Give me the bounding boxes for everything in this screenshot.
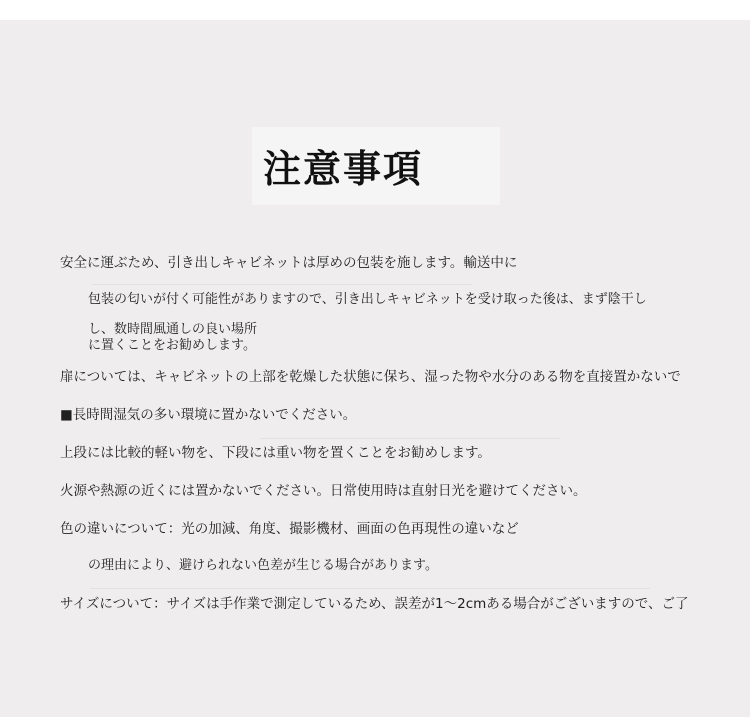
notice-line: 包装の匂いが付く可能性がありますので、引き出しキャビネットを受け取った後は、まず陰干し (88, 292, 647, 307)
notice-line: 色の違いについて：光の加減、角度、撮影機材、画面の色再現性の違いなど (60, 521, 519, 537)
notice-line: サイズについて：サイズは手作業で測定しているため、誤差が1〜2cmある場合がございますので、ご了 (60, 596, 689, 612)
notice-line: 安全に運ぶため、引き出しキャビネットは厚めの包装を施します。輸送中に (60, 255, 518, 271)
page-title: 注意事項 (263, 147, 424, 191)
faint-background-stroke (90, 588, 650, 589)
notice-line: 扉については、キャビネットの上部を乾燥した状態に保ち、湿った物や水分のある物を直接置かないで (60, 369, 681, 385)
notice-line: に置くことをお勧めします。 (88, 338, 256, 353)
faint-background-stroke (260, 438, 560, 439)
notice-line: ■長時間湿気の多い環境に置かないでください。 (60, 407, 357, 423)
notice-line: 上段には比較的軽い物を、下段には重い物を置くことをお勧めします。 (60, 445, 491, 461)
faint-background-stroke (92, 284, 472, 285)
notice-line: の理由により、避けられない色差が生じる場合があります。 (88, 558, 438, 573)
notice-line: し、数時間風通しの良い場所 (88, 322, 258, 337)
notice-line: 火源や熱源の近くには置かないでください。日常使用時は直射日光を避けてください。 (60, 483, 587, 499)
